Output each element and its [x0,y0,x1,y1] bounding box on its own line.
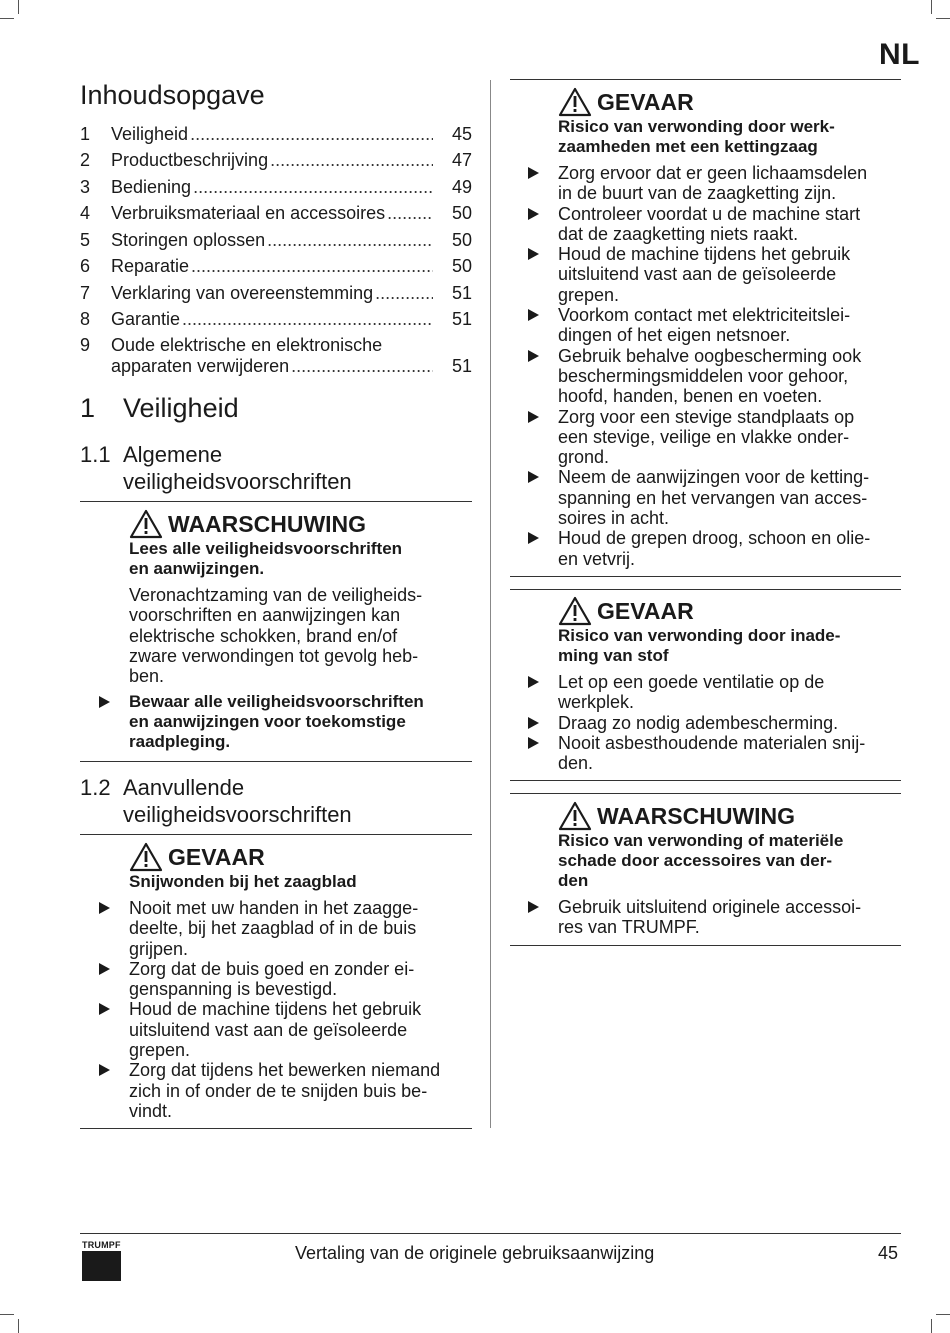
toc-entry [80,171,472,198]
rule [510,793,901,794]
text-line: dat de zaagketting niets raakt. [558,223,799,244]
bullet-arrow-icon [528,309,539,321]
toc-entry [80,335,472,377]
top-rule [510,79,901,80]
warning-triangle-icon [129,509,163,539]
text-line: genspanning is bevestigd. [129,979,338,1000]
crop-mark [0,1314,14,1315]
toc-label: Verklaring van overeenstemming [111,282,374,303]
toc-wrapline [111,356,472,377]
toc-label: Storingen oplossen [111,229,266,250]
rule [80,501,472,502]
toc-page: 51 [451,282,472,303]
text-line: hoofd, handen, benen en voeten. [558,386,823,407]
text-line: Snijwonden bij het zaagblad [129,872,357,891]
text-line: Voorkom contact met elektriciteitslei- [558,305,851,326]
text-line: ming van stof [558,646,669,665]
danger-box [558,596,903,773]
bullet-item [558,305,903,346]
toc-page: 51 [451,356,472,376]
crop-mark [18,0,19,14]
text-line: zich in of onder de te snijden buis be- [129,1080,428,1101]
toc-label: Bediening [111,176,192,197]
rule [510,576,901,577]
text-line: Nooit asbesthoudende materialen snij- [558,732,866,753]
rule [510,780,901,781]
text-line: Gebruik behalve oogbescherming ook [558,345,862,366]
text-line: zaamheden met een kettingzaag [558,137,818,156]
text-line: Houd de machine tijdens het gebruik [558,244,851,265]
text-line: Neem de aanwijzingen voor de ketting- [558,467,870,488]
bullet-arrow-icon [528,717,539,729]
text-line: elektrische schokken, brand en/of [129,625,398,646]
warning-triangle-icon [129,842,163,872]
crop-mark [936,18,950,19]
toc-entry [80,304,472,331]
crop-mark [931,0,932,14]
text-line: Nooit met uw handen in het zaagge- [129,898,419,918]
text-line: uitsluitend vast aan de geïsoleerde [558,264,837,285]
toc-leader [270,150,433,171]
toc-page: 45 [451,123,472,144]
signal-word [558,596,903,626]
toc-number: 2 [80,150,91,170]
toc-leader [190,124,433,145]
text-line: soires in acht. [558,508,670,529]
bullet-arrow-icon [528,208,539,220]
footer-text: Vertaling van de originele gebruiksaanwijzing [295,1243,655,1263]
toc-number: 4 [80,203,91,223]
toc-number: 8 [80,309,91,329]
toc-label: Veiligheid [111,123,189,144]
text-line: deelte, bij het zaagblad of in de buis [129,918,417,939]
bullet-arrow-icon [99,963,110,975]
text-line: in de buurt van de zaagketting zijn. [558,183,837,204]
toc-entry [80,277,472,304]
signal-word-text: WAARSCHUWING [597,802,796,829]
crop-mark [18,1319,19,1333]
bullet-item [558,467,903,528]
rule [510,589,901,590]
bullet-item [129,999,474,1060]
bullet-item [558,672,903,713]
bullet-item [558,204,903,245]
bullet-arrow-icon [99,902,110,914]
bullet-arrow-icon [99,1064,110,1076]
bullet-arrow-icon [528,167,539,179]
bullet-item [558,897,903,938]
text-line: grepen. [558,284,620,305]
rule [80,1128,472,1129]
text-line: Zorg dat de buis goed en zonder ei- [129,958,415,979]
warning-box [558,801,903,938]
bullet-arrow-icon [99,1003,110,1015]
text-line: zware verwondingen tot gevolg heb- [129,645,419,666]
text-line: Risico van verwonding of materiële [558,831,844,850]
bullet-arrow-icon [528,532,539,544]
bullet-item [558,528,903,569]
text-line: den [558,871,589,890]
bullet-item [558,713,903,733]
toc-number: 5 [80,229,91,250]
text-line: res van TRUMPF. [558,917,700,938]
text-line: Lees alle veiligheidsvoorschriften [129,539,403,558]
toc-page: 50 [451,256,472,276]
signal-word-text: GEVAAR [597,597,694,624]
hazard-heading [558,117,903,157]
bullet-arrow-icon [528,676,539,688]
text-line: ben. [129,666,165,687]
toc-number: 1 [80,123,91,144]
signal-word [129,509,474,539]
toc-entry [80,198,472,225]
text-line: schade door accessoires van der- [558,851,833,870]
section-heading: 1 Veiligheid [80,393,239,423]
rule [80,761,472,762]
text-line: en vetvrij. [558,548,636,569]
trumpf-logo: TRUMPF [82,1240,122,1281]
text-line: grijpen. [129,938,189,959]
text-line: Bewaar alle veiligheidsvoorschriften [129,692,424,712]
bullet-item [558,244,903,305]
page-number: 45 [877,1243,898,1263]
toc-leader [291,356,433,377]
column-divider [490,80,491,1128]
signal-word-text: GEVAAR [597,88,694,115]
text-line: voorschriften en aanwijzingen kan [129,605,401,626]
toc-list [80,118,472,377]
hazard-heading [558,626,903,666]
subsection-heading-1-2: 1.2 Aanvullende veiligheidsvoorschriften [80,775,352,827]
toc-label: Productbeschrijving [111,150,269,170]
toc-label: Verbruiksmateriaal en accessoires [111,203,386,223]
text-line: Zorg voor een stevige standplaats op [558,406,855,427]
language-code: NL [879,38,920,71]
bullet-item [558,407,903,468]
subsection-heading-1-1: 1.1 Algemene veiligheidsvoorschriften [80,442,352,494]
text-line: grond. [558,447,610,468]
signal-word-text: GEVAAR [168,843,265,870]
toc-entry [80,145,472,172]
bullet-arrow-icon [528,471,539,483]
toc-entry [80,224,472,251]
bullet-arrow-icon [528,901,539,913]
toc-page: 49 [451,176,472,197]
text-line: raadpleging. [129,732,231,752]
rule [510,945,901,946]
crop-mark [931,1319,932,1333]
danger-box [558,87,903,569]
text-line: en aanwijzingen. [129,559,265,578]
bullet-arrow-icon [528,248,539,260]
toc-entry [80,251,472,278]
hazard-consequence [129,585,474,686]
danger-box [129,842,474,1121]
toc-label: apparaten verwijderen [111,356,290,376]
toc-label: Oude elektrische en elektronische [111,335,383,355]
warning-triangle-icon [558,87,592,117]
warning-triangle-icon [558,801,592,831]
toc-leader [193,177,433,198]
toc-leader [387,203,433,224]
crop-mark [0,18,14,19]
toc-leader [182,309,433,330]
signal-word-text: WAARSCHUWING [168,510,367,537]
toc-page: 47 [451,150,472,170]
text-line: Risico van verwonding door werk- [558,117,835,136]
signal-word [129,842,474,872]
warning-box [129,509,474,752]
bullet-item [129,898,474,959]
bullet-arrow-icon [528,737,539,749]
toc-page: 50 [451,203,472,223]
text-line: den. [558,753,594,774]
toc-leader [191,256,433,277]
bullet-item [129,692,474,752]
text-line: Draag zo nodig adembescherming. [558,712,839,733]
text-line: beschermingsmiddelen voor gehoor, [558,365,849,386]
bullet-item [129,1060,474,1121]
hazard-heading [558,831,903,891]
text-line: grepen. [129,1040,191,1061]
toc-entry [80,118,472,145]
text-line: Zorg ervoor dat er geen lichaamsdelen [558,163,868,183]
text-line: werkplek. [558,692,635,713]
toc-leader [267,230,433,251]
toc-leader [375,283,433,304]
text-line: Houd de machine tijdens het gebruik [129,999,422,1020]
hazard-heading [129,872,474,892]
toc-page: 50 [451,229,472,250]
toc-title: Inhoudsopgave [80,80,265,110]
text-line: dingen of het eigen netsnoer. [558,325,791,346]
toc-label: Reparatie [111,256,190,276]
bullet-item [129,959,474,1000]
toc-page: 51 [451,309,472,329]
hazard-heading [129,539,474,579]
warning-triangle-icon [558,596,592,626]
bullet-arrow-icon [528,411,539,423]
text-line: Veronachtzaming van de veiligheids- [129,585,423,605]
text-line: uitsluitend vast aan de geïsoleerde [129,1019,408,1040]
toc-number: 7 [80,282,91,303]
text-line: Gebruik uitsluitend originele accessoi- [558,897,862,917]
bullet-item [558,163,903,204]
crop-mark [936,1314,950,1315]
toc-number: 3 [80,176,91,197]
bullet-arrow-icon [528,350,539,362]
text-line: spanning en het vervangen van acces- [558,487,868,508]
bullet-arrow-icon [99,696,110,708]
text-line: Controleer voordat u de machine start [558,203,861,224]
text-line: Houd de grepen droog, schoon en olie- [558,528,871,549]
text-line: vindt. [129,1100,173,1121]
toc-label: Garantie [111,309,181,329]
toc-number: 6 [80,256,91,276]
text-line: Risico van verwonding door inade- [558,626,841,645]
text-line: Let op een goede ventilatie op de [558,672,825,692]
signal-word [558,801,903,831]
bullet-item [558,733,903,774]
toc-number: 9 [80,335,91,355]
bullet-item [558,346,903,407]
signal-word [558,87,903,117]
text-line: Zorg dat tijdens het bewerken niemand [129,1060,441,1081]
text-line: en aanwijzingen voor toekomstige [129,712,406,732]
text-line: een stevige, veilige en vlakke onder- [558,426,850,447]
footer-rule [80,1233,901,1234]
rule [80,834,472,835]
